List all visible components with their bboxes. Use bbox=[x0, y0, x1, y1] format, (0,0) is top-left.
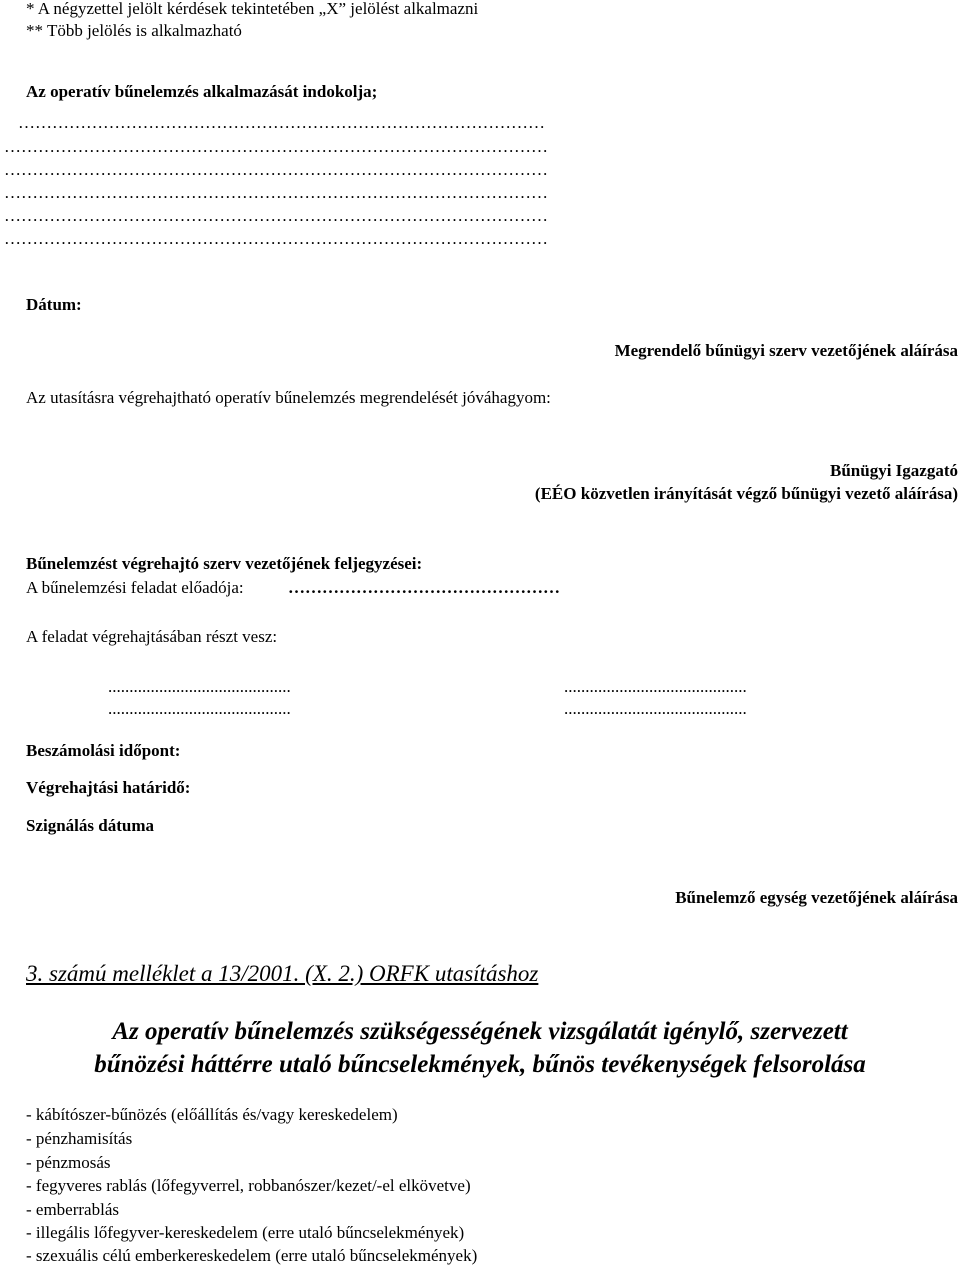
assignment-date-label: Szignálás dátuma bbox=[26, 816, 154, 835]
list-item: - illegális lőfegyver-kereskedelem (erre utaló bűncselekmények) bbox=[26, 1223, 465, 1242]
justification-dot-line-3[interactable]: …………………………………………………………………………………… bbox=[4, 160, 548, 179]
participant-dots-4[interactable]: ........................................... bbox=[564, 699, 747, 718]
justification-dot-line-1[interactable]: ………………………………………………………………………………… bbox=[18, 113, 545, 132]
date-label: Dátum: bbox=[26, 295, 82, 314]
list-item: - pénzmosás bbox=[26, 1153, 111, 1172]
deadline-label: Végrehajtási határidő: bbox=[26, 778, 191, 797]
note-multiple-marking: ** Több jelölés is alkalmazható bbox=[26, 21, 242, 40]
list-item: - szexuális célú emberkereskedelem (erre utaló bűncselekmények) bbox=[26, 1246, 478, 1265]
participant-dots-1[interactable]: ........................................... bbox=[108, 677, 291, 696]
approval-label: Az utasításra végrehajtható operatív bűnelemzés megrendelését jóváhagyom: bbox=[26, 388, 551, 407]
report-time-label: Beszámolási időpont: bbox=[26, 741, 181, 760]
appendix-heading: 3. számú melléklet a 13/2001. (X. 2.) ORFK utasításhoz bbox=[26, 961, 539, 986]
director-signature-label: (EÉO közvetlen irányítását végző bűnügyi vezető aláírása) bbox=[534, 484, 958, 503]
list-item: - pénzhamisítás bbox=[26, 1129, 133, 1148]
justification-dot-line-2[interactable]: …………………………………………………………………………………… bbox=[4, 137, 548, 156]
director-title: Bűnügyi Igazgató bbox=[830, 461, 958, 480]
main-title-line-2: bűnözési háttérre utaló bűncselekmények, bűnös tevékenységek felsorolása bbox=[94, 1051, 866, 1078]
list-item: - fegyveres rablás (lőfegyverrel, robbanószer/kezet/-el elkövetve) bbox=[26, 1176, 471, 1195]
rapporteur-label: A bűnelemzési feladat előadója: bbox=[26, 578, 244, 597]
justification-dot-line-5[interactable]: …………………………………………………………………………………… bbox=[4, 206, 548, 225]
participants-label: A feladat végrehajtásában részt vesz: bbox=[26, 627, 278, 646]
notes-heading: Bűnelemzést végrehajtó szerv vezetőjének feljegyzései: bbox=[26, 554, 423, 573]
note-x-marking: * A négyzettel jelölt kérdések tekintetében „X” jelölést alkalmazni bbox=[26, 0, 479, 18]
participant-dots-3[interactable]: ........................................... bbox=[108, 699, 291, 718]
list-item: - kábítószer-bűnözés (előállítás és/vagy kereskedelem) bbox=[26, 1105, 398, 1124]
rapporteur-dots[interactable]: ………………………………………… bbox=[288, 578, 560, 597]
justification-dot-line-6[interactable]: …………………………………………………………………………………… bbox=[4, 229, 548, 248]
main-title-line-1: Az operatív bűnelemzés szükségességének vizsgálatát igénylő, szervezett bbox=[112, 1018, 848, 1045]
justification-label: Az operatív bűnelemzés alkalmazását indokolja; bbox=[26, 82, 378, 101]
orderer-signature-label: Megrendelő bűnügyi szerv vezetőjének aláírása bbox=[614, 341, 958, 360]
participant-dots-2[interactable]: ........................................... bbox=[564, 677, 747, 696]
unit-signature-label: Bűnelemző egység vezetőjének aláírása bbox=[675, 888, 958, 907]
list-item: - emberrablás bbox=[26, 1200, 119, 1219]
justification-dot-line-4[interactable]: …………………………………………………………………………………… bbox=[4, 183, 548, 202]
